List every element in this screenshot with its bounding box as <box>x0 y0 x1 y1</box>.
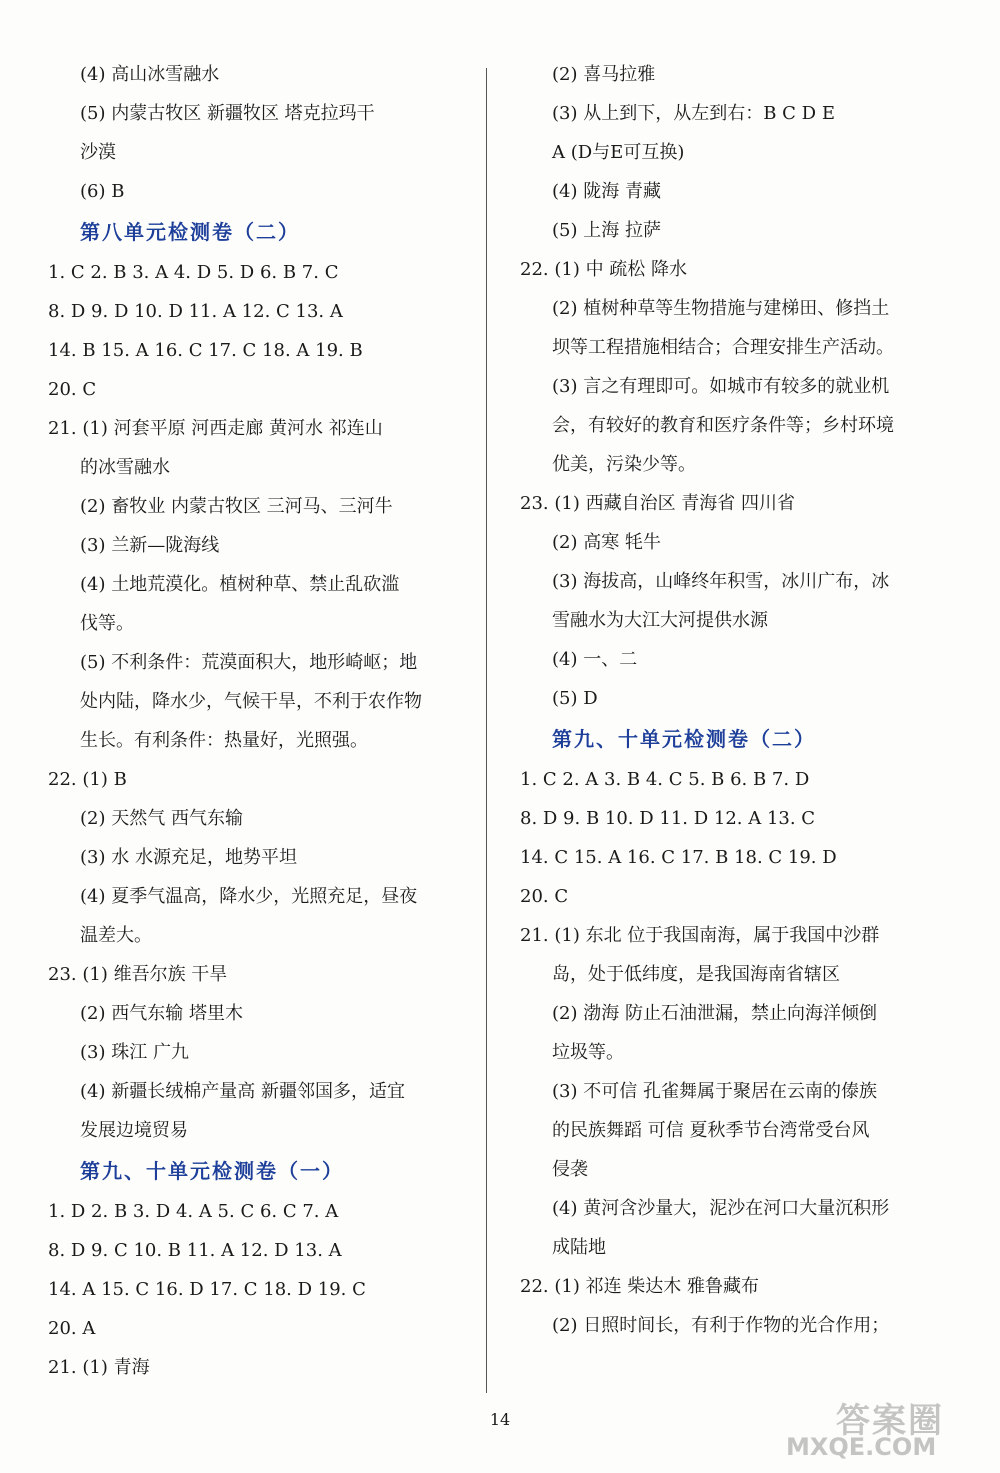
answer-line: 20. A <box>48 1318 96 1339</box>
answer-line: (3) 水 水源充足，地势平坦 <box>80 847 297 868</box>
answer-line: 沙漠 <box>80 142 116 163</box>
answer-line: 伐等。 <box>80 613 134 634</box>
answer-line: (5) D <box>552 688 598 709</box>
answer-line: 会，有较好的教育和医疗条件等；乡村环境 <box>552 415 894 436</box>
answer-line: 8. D 9. C 10. B 11. A 12. D 13. A <box>48 1240 342 1261</box>
answer-line: (2) 畜牧业 内蒙古牧区 三河马、三河牛 <box>80 496 393 517</box>
answer-line: 14. A 15. C 16. D 17. C 18. D 19. C <box>48 1279 366 1300</box>
answer-line: 20. C <box>48 379 97 400</box>
answer-line: (5) 内蒙古牧区 新疆牧区 塔克拉玛干 <box>80 103 375 124</box>
answer-line: (2) 天然气 西气东输 <box>80 808 243 829</box>
answer-line: 14. B 15. A 16. C 17. C 18. A 19. B <box>48 340 363 361</box>
answer-line: (5) 上海 拉萨 <box>552 220 661 241</box>
answer-line: (2) 日照时间长，有利于作物的光合作用； <box>552 1315 890 1336</box>
right-column <box>520 55 930 1345</box>
answer-line: (2) 高寒 牦牛 <box>552 532 661 553</box>
answer-line: (4) 夏季气温高，降水少，光照充足，昼夜 <box>80 886 418 907</box>
answer-line: 发展边境贸易 <box>80 1120 188 1141</box>
answer-line: (4) 一、二 <box>552 649 638 670</box>
answer-line: 8. D 9. D 10. D 11. A 12. C 13. A <box>48 301 343 322</box>
answer-line: 坝等工程措施相结合；合理安排生产活动。 <box>552 337 894 358</box>
answer-line: 岛，处于低纬度，是我国海南省辖区 <box>552 964 840 985</box>
answer-line: 22. (1) 祁连 柴达木 雅鲁藏布 <box>520 1276 760 1297</box>
answer-line: (4) 新疆长绒棉产量高 新疆邻国多，适宜 <box>80 1081 405 1102</box>
answer-line: 1. C 2. A 3. B 4. C 5. B 6. B 7. D <box>520 769 810 790</box>
watermark-logo: 答案圈 <box>836 1401 944 1441</box>
answer-line: (4) 陇海 青藏 <box>552 181 661 202</box>
answer-line: 21. (1) 东北 位于我国南海，属于我国中沙群 <box>520 925 880 946</box>
answer-line: 23. (1) 西藏自治区 青海省 四川省 <box>520 493 796 514</box>
watermark-url: MXQE.COM <box>786 1433 937 1461</box>
answer-line: 的冰雪融水 <box>80 457 170 478</box>
answer-line: (3) 言之有理即可。如城市有较多的就业机 <box>552 376 890 397</box>
answer-line: 生长。有利条件：热量好，光照强。 <box>80 730 368 751</box>
answer-line: (2) 渤海 防止石油泄漏，禁止向海洋倾倒 <box>552 1003 877 1024</box>
page-number: 14 <box>489 1410 511 1429</box>
answer-line: (4) 黄河含沙量大，泥沙在河口大量沉积形 <box>552 1198 890 1219</box>
answer-line: 垃圾等。 <box>552 1042 624 1063</box>
answer-line: A (D与E可互换) <box>552 142 685 163</box>
answer-line: 的民族舞蹈 可信 夏秋季节台湾常受台风 <box>552 1120 870 1141</box>
answer-line: (4) 土地荒漠化。植树种草、禁止乱砍滥 <box>80 574 400 595</box>
answer-line: 侵袭 <box>552 1159 588 1180</box>
answer-line: 8. D 9. B 10. D 11. D 12. A 13. C <box>520 808 816 829</box>
column-divider <box>486 68 487 1393</box>
answer-line: 1. D 2. B 3. D 4. A 5. C 6. C 7. A <box>48 1201 339 1222</box>
answer-line: 20. C <box>520 886 569 907</box>
answer-line: (2) 喜马拉雅 <box>552 64 656 85</box>
answer-line: 22. (1) 中 疏松 降水 <box>520 259 688 280</box>
answer-line: 雪融水为大江大河提供水源 <box>552 610 768 631</box>
answer-line: (4) 高山冰雪融水 <box>80 64 220 85</box>
left-column <box>48 55 453 1387</box>
answer-line: (2) 西气东输 塔里木 <box>80 1003 243 1024</box>
watermark <box>786 1393 986 1463</box>
answer-line: 21. (1) 河套平原 河西走廊 黄河水 祁连山 <box>48 418 383 439</box>
section-heading: 第九、十单元检测卷（一） <box>80 1159 344 1183</box>
answer-line: (6) B <box>80 181 125 202</box>
answer-line: (3) 海拔高，山峰终年积雪，冰川广布，冰 <box>552 571 890 592</box>
answer-line: 优美，污染少等。 <box>552 454 696 475</box>
answer-line: (3) 兰新—陇海线 <box>80 535 220 556</box>
section-heading: 第九、十单元检测卷（二） <box>552 727 816 751</box>
answer-line: (2) 植树种草等生物措施与建梯田、修挡土 <box>552 298 890 319</box>
answer-line: 1. C 2. B 3. A 4. D 5. D 6. B 7. C <box>48 262 339 283</box>
answer-line: 23. (1) 维吾尔族 干旱 <box>48 964 228 985</box>
answer-line: 22. (1) B <box>48 769 127 790</box>
section-heading: 第八单元检测卷（二） <box>80 220 300 244</box>
answer-line: 14. C 15. A 16. C 17. B 18. C 19. D <box>520 847 837 868</box>
answer-line: (5) 不利条件：荒漠面积大，地形崎岖；地 <box>80 652 418 673</box>
answer-line: 成陆地 <box>552 1237 606 1258</box>
answer-line: 处内陆，降水少，气候干旱，不利于农作物 <box>80 691 422 712</box>
answer-line: 21. (1) 青海 <box>48 1357 150 1378</box>
answer-line: (3) 不可信 孔雀舞属于聚居在云南的傣族 <box>552 1081 877 1102</box>
answer-line: (3) 从上到下，从左到右：B C D E <box>552 103 835 124</box>
answer-line: (3) 珠江 广九 <box>80 1042 189 1063</box>
answer-line: 温差大。 <box>80 925 152 946</box>
